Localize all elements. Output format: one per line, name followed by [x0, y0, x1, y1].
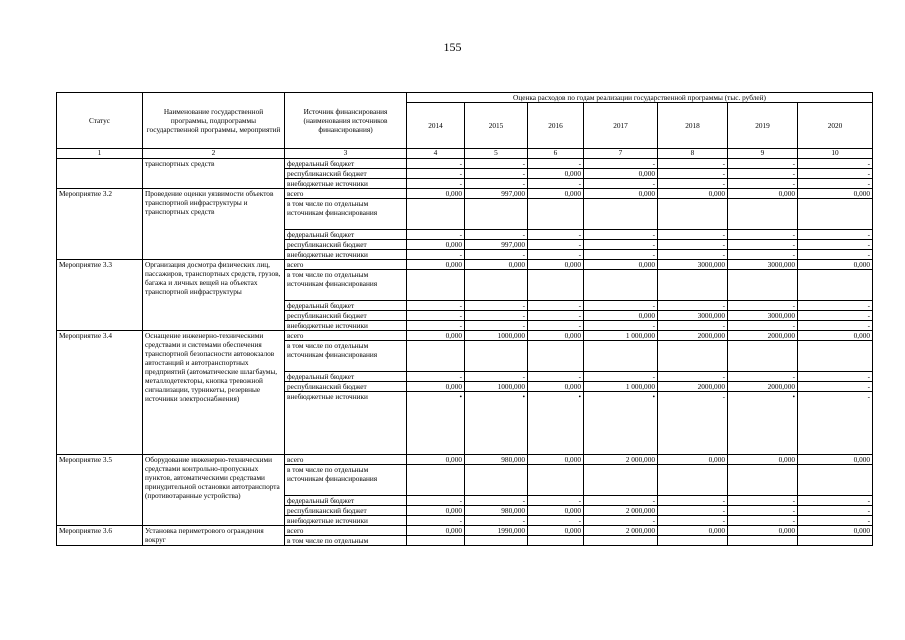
year-value-cell: - [658, 372, 728, 382]
status-cell: Мероприятие 3.4 [57, 331, 143, 455]
year-value-cell: - [658, 240, 728, 250]
year-value-cell: 0,000 [584, 311, 658, 321]
year-value-cell: - [465, 179, 528, 189]
status-cell: Мероприятие 3.3 [57, 260, 143, 331]
year-value-cell [798, 465, 873, 496]
year-value-cell: - [728, 179, 798, 189]
year-value-cell: 2 000,000 [584, 455, 658, 465]
year-value-cell: - [584, 301, 658, 311]
year-value-cell: - [528, 496, 584, 506]
year-value-cell: 997,000 [465, 189, 528, 199]
funding-source-cell: республиканский бюджет [285, 382, 407, 392]
year-value-cell: - [407, 321, 465, 331]
funding-source-cell: всего [285, 526, 407, 536]
year-value-cell: 980,000 [465, 506, 528, 516]
year-value-cell: 0,000 [528, 260, 584, 270]
year-value-cell [728, 199, 798, 230]
year-value-cell [528, 465, 584, 496]
year-value-cell: • [407, 392, 465, 455]
header-year: 2015 [465, 103, 528, 149]
year-value-cell [528, 536, 584, 546]
funding-source-cell: в том числе по отдельным источникам финансирования [285, 199, 407, 230]
funding-source-cell: внебюджетные источники [285, 321, 407, 331]
funding-source-cell: федеральный бюджет [285, 301, 407, 311]
year-value-cell: - [407, 169, 465, 179]
year-value-cell: 0,000 [798, 455, 873, 465]
year-value-cell: 0,000 [584, 169, 658, 179]
funding-source-cell: республиканский бюджет [285, 506, 407, 516]
funding-source-cell: внебюджетные источники [285, 179, 407, 189]
year-value-cell: 1 000,000 [584, 382, 658, 392]
year-value-cell: 0,000 [407, 506, 465, 516]
column-number: 5 [465, 149, 528, 159]
year-value-cell: 0,000 [407, 240, 465, 250]
year-value-cell: - [658, 159, 728, 169]
table-row [57, 331, 873, 341]
year-value-cell: - [465, 321, 528, 331]
year-value-cell [407, 341, 465, 372]
year-value-cell: 2000,000 [728, 331, 798, 341]
funding-source-cell: федеральный бюджет [285, 372, 407, 382]
table-row [57, 189, 873, 199]
year-value-cell: 0,000 [658, 455, 728, 465]
year-value-cell: 0,000 [728, 526, 798, 536]
year-value-cell: - [798, 240, 873, 250]
funding-source-cell: внебюджетные источники [285, 250, 407, 260]
year-value-cell: - [658, 230, 728, 240]
year-value-cell: 0,000 [528, 455, 584, 465]
column-number: 3 [285, 149, 407, 159]
year-value-cell: • [584, 392, 658, 455]
year-value-cell: - [528, 250, 584, 260]
year-value-cell [407, 270, 465, 301]
header-year: 2014 [407, 103, 465, 149]
funding-source-cell: республиканский бюджет [285, 240, 407, 250]
year-value-cell: • [728, 392, 798, 455]
funding-source-cell: в том числе по отдельным [285, 536, 407, 546]
status-cell: Мероприятие 3.6 [57, 526, 143, 546]
funding-source-cell: внебюджетные источники [285, 392, 407, 455]
year-value-cell [528, 341, 584, 372]
year-value-cell: - [465, 250, 528, 260]
year-value-cell [465, 465, 528, 496]
measure-name-cell: Установка периметрового ограждения вокруг [143, 526, 285, 546]
column-number: 6 [528, 149, 584, 159]
year-value-cell: - [584, 516, 658, 526]
year-value-cell: - [407, 516, 465, 526]
year-value-cell: - [798, 179, 873, 189]
year-value-cell: 2000,000 [728, 382, 798, 392]
year-value-cell: - [407, 311, 465, 321]
year-value-cell: 997,000 [465, 240, 528, 250]
column-number-row [57, 149, 873, 159]
year-value-cell: - [465, 301, 528, 311]
funding-source-cell: в том числе по отдельным источникам финансирования [285, 341, 407, 372]
year-value-cell: - [658, 516, 728, 526]
column-number: 2 [143, 149, 285, 159]
year-value-cell: - [728, 506, 798, 516]
year-value-cell: - [465, 516, 528, 526]
year-value-cell: 0,000 [465, 260, 528, 270]
year-value-cell [584, 536, 658, 546]
status-cell: Мероприятие 3.5 [57, 455, 143, 526]
year-value-cell: 3000,000 [728, 311, 798, 321]
year-value-cell: - [528, 372, 584, 382]
year-value-cell: - [584, 179, 658, 189]
year-value-cell [465, 270, 528, 301]
column-number: 7 [584, 149, 658, 159]
year-value-cell: - [528, 159, 584, 169]
table-row [57, 159, 873, 169]
header-year: 2018 [658, 103, 728, 149]
year-value-cell: - [528, 321, 584, 331]
budget-table [56, 92, 873, 546]
year-value-cell: 0,000 [407, 526, 465, 536]
year-value-cell [728, 341, 798, 372]
year-value-cell: - [407, 250, 465, 260]
year-value-cell [465, 199, 528, 230]
year-value-cell: - [465, 230, 528, 240]
year-value-cell: - [465, 496, 528, 506]
year-value-cell: 0,000 [528, 169, 584, 179]
year-value-cell: - [465, 311, 528, 321]
funding-source-cell: внебюджетные источники [285, 516, 407, 526]
funding-source-cell: республиканский бюджет [285, 169, 407, 179]
year-value-cell: - [658, 496, 728, 506]
table-row [57, 526, 873, 536]
year-value-cell: - [658, 179, 728, 189]
year-value-cell: - [584, 230, 658, 240]
funding-source-cell: республиканский бюджет [285, 311, 407, 321]
year-value-cell: 3000,000 [658, 311, 728, 321]
year-value-cell: - [798, 506, 873, 516]
year-value-cell: - [798, 372, 873, 382]
year-value-cell: 0,000 [407, 189, 465, 199]
year-value-cell [658, 270, 728, 301]
year-value-cell: 0,000 [798, 331, 873, 341]
year-value-cell [465, 536, 528, 546]
year-value-cell: 0,000 [798, 526, 873, 536]
year-value-cell: - [528, 230, 584, 240]
year-value-cell: 3000,000 [728, 260, 798, 270]
year-value-cell: - [798, 230, 873, 240]
year-value-cell [728, 536, 798, 546]
year-value-cell: - [658, 321, 728, 331]
header-year: 2016 [528, 103, 584, 149]
year-value-cell: 0,000 [658, 189, 728, 199]
year-value-cell: 1990,000 [465, 526, 528, 536]
year-value-cell: 0,000 [658, 526, 728, 536]
year-value-cell: - [584, 321, 658, 331]
funding-source-cell: всего [285, 260, 407, 270]
year-value-cell: - [528, 179, 584, 189]
year-value-cell: 0,000 [407, 331, 465, 341]
funding-source-cell: в том числе по отдельным источникам финансирования [285, 270, 407, 301]
year-value-cell [407, 536, 465, 546]
year-value-cell: - [465, 159, 528, 169]
year-value-cell: - [528, 240, 584, 250]
year-value-cell: - [658, 250, 728, 260]
year-value-cell [728, 465, 798, 496]
year-value-cell [728, 270, 798, 301]
year-value-cell: 0,000 [728, 189, 798, 199]
status-cell: Мероприятие 3.2 [57, 189, 143, 260]
year-value-cell [528, 270, 584, 301]
year-value-cell [465, 341, 528, 372]
year-value-cell: 0,000 [528, 506, 584, 516]
year-value-cell: - [798, 301, 873, 311]
year-value-cell: - [728, 496, 798, 506]
year-value-cell: - [798, 159, 873, 169]
year-value-cell [798, 341, 873, 372]
year-value-cell: 0,000 [798, 260, 873, 270]
year-value-cell: 0,000 [528, 189, 584, 199]
year-value-cell: 1 000,000 [584, 331, 658, 341]
year-value-cell [528, 199, 584, 230]
year-value-cell: - [798, 311, 873, 321]
year-value-cell: - [584, 240, 658, 250]
year-value-cell [658, 199, 728, 230]
year-value-cell: - [407, 159, 465, 169]
table-row [57, 455, 873, 465]
funding-source-cell: всего [285, 331, 407, 341]
year-value-cell: - [798, 516, 873, 526]
year-value-cell [658, 465, 728, 496]
table-body [57, 159, 873, 546]
year-value-cell: - [584, 159, 658, 169]
measure-name-cell: транспортных средств [143, 159, 285, 189]
year-value-cell [584, 270, 658, 301]
year-value-cell: 0,000 [407, 382, 465, 392]
year-value-cell: - [728, 301, 798, 311]
year-value-cell: 2000,000 [658, 382, 728, 392]
year-value-cell: - [658, 506, 728, 516]
year-value-cell: 0,000 [407, 455, 465, 465]
year-value-cell: - [658, 301, 728, 311]
year-value-cell: - [728, 372, 798, 382]
year-value-cell: 0,000 [728, 455, 798, 465]
year-value-cell [584, 341, 658, 372]
header-source: Источник финансирования (наименования источников финансирования) [285, 93, 407, 149]
year-value-cell: - [528, 311, 584, 321]
year-value-cell: - [584, 372, 658, 382]
year-value-cell: - [798, 169, 873, 179]
year-value-cell [584, 465, 658, 496]
measure-name-cell: Организация досмотра физических лиц, пассажиров, транспортных средств, грузов, багажа и личных вещей на объектах транспортной инфраструктуры [143, 260, 285, 331]
header-name: Наименование государственной программы, подпрограммы государственной программы, мероприятий [143, 93, 285, 149]
year-value-cell: 3000,000 [658, 260, 728, 270]
year-value-cell [798, 536, 873, 546]
year-value-cell: - [798, 382, 873, 392]
header-status: Статус [57, 93, 143, 149]
column-number: 4 [407, 149, 465, 159]
year-value-cell [658, 536, 728, 546]
year-value-cell: - [798, 496, 873, 506]
year-value-cell: 0,000 [407, 260, 465, 270]
year-value-cell: - [798, 250, 873, 260]
year-value-cell: - [728, 240, 798, 250]
year-value-cell [584, 199, 658, 230]
year-value-cell: - [728, 169, 798, 179]
year-value-cell: - [407, 179, 465, 189]
year-value-cell: 0,000 [528, 382, 584, 392]
page-number: 155 [443, 40, 462, 54]
year-value-cell: - [728, 159, 798, 169]
status-cell [57, 159, 143, 189]
year-value-cell: 0,000 [528, 526, 584, 536]
header-year: 2019 [728, 103, 798, 149]
year-value-cell: - [407, 301, 465, 311]
header-year: 2017 [584, 103, 658, 149]
year-value-cell: - [465, 372, 528, 382]
year-value-cell: 2 000,000 [584, 506, 658, 516]
column-number: 1 [57, 149, 143, 159]
year-value-cell [407, 199, 465, 230]
year-value-cell [798, 199, 873, 230]
year-value-cell: - [798, 321, 873, 331]
column-number: 9 [728, 149, 798, 159]
year-value-cell: - [728, 250, 798, 260]
year-value-cell: - [407, 372, 465, 382]
year-value-cell: - [658, 169, 728, 179]
funding-source-cell: федеральный бюджет [285, 230, 407, 240]
table-row [57, 260, 873, 270]
measure-name-cell: Оборудование инженерно-техническими средствами контрольно-пропускных пунктов, автоматическими средствами принудительной остановки автотранспорта (противотаранные устройства) [143, 455, 285, 526]
measure-name-cell: Оснащение инженерно-техническими средствами и системами обеспечения транспортной безопасности автовокзалов автостанций и автотранспортных предприятий (автоматические шлагбаумы, металлодетекторы, кнопка тревожной сигнализации, турникеты, резервные источники электроснабжения) [143, 331, 285, 455]
funding-source-cell: всего [285, 189, 407, 199]
year-value-cell: 0,000 [798, 189, 873, 199]
year-value-cell: 0,000 [528, 331, 584, 341]
year-value-cell: 2 000,000 [584, 526, 658, 536]
funding-source-cell: в том числе по отдельным источникам финансирования [285, 465, 407, 496]
year-value-cell: - [465, 169, 528, 179]
column-number: 8 [658, 149, 728, 159]
funding-source-cell: федеральный бюджет [285, 496, 407, 506]
year-value-cell: 0,000 [584, 189, 658, 199]
year-value-cell: - [528, 301, 584, 311]
year-value-cell: 980,000 [465, 455, 528, 465]
measure-name-cell: Проведение оценки уязвимости объектов транспортной инфраструктуры и транспортных средств [143, 189, 285, 260]
header-estimate: Оценка расходов по годам реализации государственной программы (тыс. рублей) [407, 93, 873, 103]
year-value-cell: - [584, 496, 658, 506]
year-value-cell: - [798, 392, 873, 455]
year-value-cell [798, 270, 873, 301]
year-value-cell [658, 341, 728, 372]
year-value-cell: 0,000 [584, 260, 658, 270]
funding-source-cell: федеральный бюджет [285, 159, 407, 169]
year-value-cell: - [584, 250, 658, 260]
column-number: 10 [798, 149, 873, 159]
year-value-cell: - [407, 496, 465, 506]
year-value-cell: • [465, 392, 528, 455]
funding-source-cell: всего [285, 455, 407, 465]
year-value-cell: - [728, 230, 798, 240]
year-value-cell: - [658, 392, 728, 455]
year-value-cell: 1000,000 [465, 382, 528, 392]
year-value-cell [407, 465, 465, 496]
year-value-cell: - [728, 516, 798, 526]
year-value-cell: - [407, 230, 465, 240]
year-value-cell: • [528, 392, 584, 455]
header-year: 2020 [798, 103, 873, 149]
year-value-cell: 1000,000 [465, 331, 528, 341]
year-value-cell: - [528, 516, 584, 526]
year-value-cell: - [728, 321, 798, 331]
year-value-cell: 2000,000 [658, 331, 728, 341]
